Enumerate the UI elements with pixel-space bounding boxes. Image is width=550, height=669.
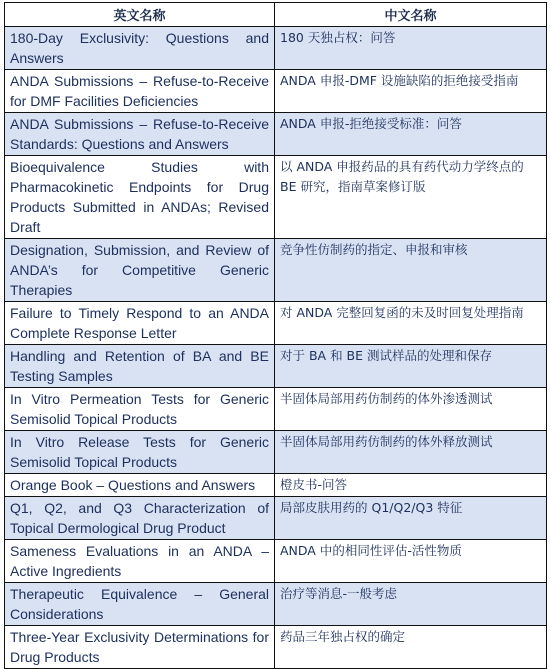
english-name-cell: Designation, Submission, and Review of ANDA’s for Competitive Generic Therapies [5,239,275,302]
chinese-name-cell: 对 ANDA 完整回复函的未及时回复处理指南 [275,302,547,345]
chinese-name-cell: 药品三年独占权的确定 [275,626,547,669]
table-row [5,302,547,345]
english-name-cell: 180-Day Exclusivity: Questions and Answers [5,27,275,70]
english-name-cell: Bioequivalence Studies with Pharmacokinetic Endpoints for Drug Products Submitted in ANDAs; Revised Draft [5,156,275,239]
english-name-cell: Three-Year Exclusivity Determinations for Drug Products [5,626,275,669]
english-name-cell: In Vitro Permeation Tests for Generic Semisolid Topical Products [5,388,275,431]
english-name-cell: In Vitro Release Tests for Generic Semisolid Topical Products [5,431,275,474]
chinese-name-cell: 橙皮书-问答 [275,474,547,497]
english-name-cell: Q1, Q2, and Q3 Characterization of Topical Dermological Drug Product [5,497,275,540]
chinese-name-cell: 180 天独占权：问答 [275,27,547,70]
english-name-cell: Handling and Retention of BA and BE Testing Samples [5,345,275,388]
table-row [5,70,547,113]
table-row [5,474,547,497]
table-row [5,540,547,583]
english-name-header: 英文名称 [5,3,275,27]
header-row [5,3,547,27]
table-row [5,431,547,474]
english-name-cell: Orange Book – Questions and Answers [5,474,275,497]
table-row [5,388,547,431]
table-row [5,583,547,626]
chinese-name-cell: 半固体局部用药仿制药的体外渗透测试 [275,388,547,431]
table-row [5,27,547,70]
english-name-cell: ANDA Submissions – Refuse-to-Receive for DMF Facilities Deficiencies [5,70,275,113]
chinese-name-cell: 以 ANDA 申报药品的具有药代动力学终点的 BE 研究，指南草案修订版 [275,156,547,239]
english-name-cell: Sameness Evaluations in an ANDA – Active Ingredients [5,540,275,583]
chinese-name-cell: 治疗等消息-一般考虑 [275,583,547,626]
table-row [5,345,547,388]
chinese-name-cell: ANDA 中的相同性评估-活性物质 [275,540,547,583]
chinese-name-header: 中文名称 [275,3,547,27]
chinese-name-cell: 半固体局部用药仿制药的体外释放测试 [275,431,547,474]
chinese-name-cell: 竞争性仿制药的指定、申报和审核 [275,239,547,302]
table-row [5,497,547,540]
table-row [5,239,547,302]
table-row [5,156,547,239]
chinese-name-cell: 局部皮肤用药的 Q1/Q2/Q3 特征 [275,497,547,540]
english-name-cell: Therapeutic Equivalence – General Considerations [5,583,275,626]
english-name-cell: ANDA Submissions – Refuse-to-Receive Standards: Questions and Answers [5,113,275,156]
english-name-cell: Failure to Timely Respond to an ANDA Complete Response Letter [5,302,275,345]
chinese-name-cell: ANDA 申报-DMF 设施缺陷的拒绝接受指南 [275,70,547,113]
table-row [5,626,547,669]
guidance-table [4,2,547,669]
table-row [5,113,547,156]
chinese-name-cell: 对于 BA 和 BE 测试样品的处理和保存 [275,345,547,388]
chinese-name-cell: ANDA 申报-拒绝接受标准：问答 [275,113,547,156]
